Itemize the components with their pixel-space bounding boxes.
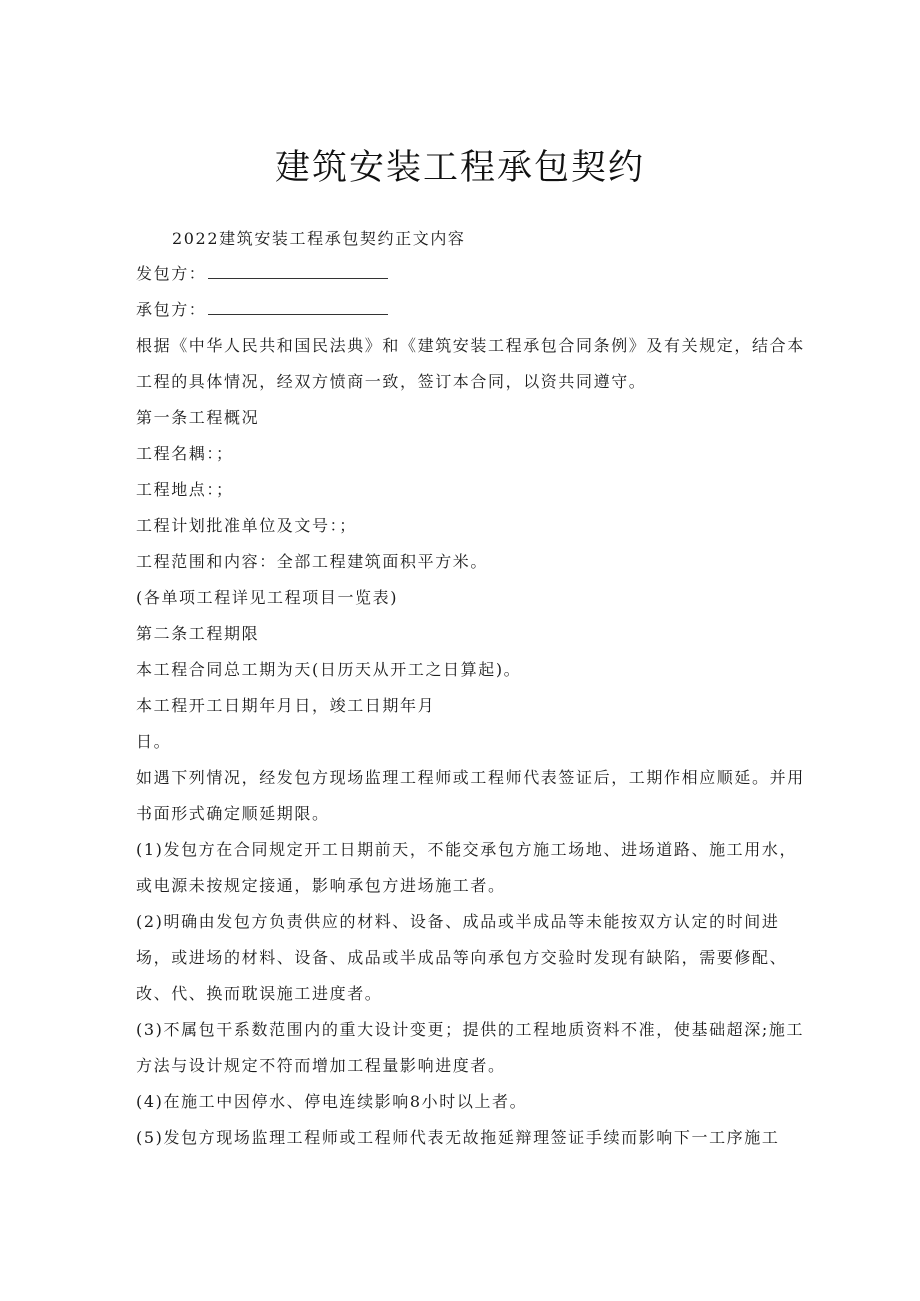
subtitle-line: 2022建筑安装工程承包契约正文内容	[172, 229, 466, 248]
party-a-label: 发包方：	[136, 264, 207, 283]
body-line: 根据《中华人民共和国民法典》和《建筑安装工程承包合同条例》及有关规定，结合本	[136, 336, 805, 355]
body-line: 工程计划批准单位及文号：；	[136, 516, 357, 535]
body-line: (5)发包方现场监理工程师或工程师代表无故拖延辩理签证手续而影响下一工序施工	[136, 1128, 780, 1147]
party-b-line	[136, 300, 796, 320]
body-line: 第一条工程概况	[136, 408, 260, 427]
body-line: (各单项工程详见工程项目一览表)	[136, 588, 399, 607]
body-line: 工程名耦：；	[136, 444, 234, 463]
body-line: (4)在施工中因停水、停电连续影响8小时以上者。	[136, 1092, 528, 1111]
body-line: 工程的具体情况，经双方愤商一致，签订本合同，以资共同遵守。	[136, 372, 647, 391]
party-b-blank	[208, 300, 388, 315]
body-line: 改、代、换而耽误施工进度者。	[136, 984, 383, 1003]
body-line: 如遇下列情况，经发包方现场监理工程师或工程师代表签证后，工期作相应顺延。并用	[136, 768, 805, 787]
body-line: (2)明确由发包方负责供应的材料、设备、成品或半成品等未能按双方认定的时间进	[136, 912, 780, 931]
body-line: (1)发包方在合同规定开工日期前天，不能交承包方施工场地、进场道路、施工用水，	[136, 840, 798, 859]
party-a-line	[136, 264, 796, 284]
body-line: 方法与设计规定不符而增加工程量影响进度者。	[136, 1056, 506, 1075]
body-line: 书面形式确定顺延期限。	[136, 804, 330, 823]
body-line: 本工程合同总工期为天(日历天从开工之日算起)。	[136, 660, 522, 679]
body-line: 工程地点：；	[136, 480, 234, 499]
body-line: (3)不属包干系数范围内的重大设计变更；提供的工程地质资料不准，使基础超深;施工	[136, 1020, 805, 1039]
body-line: 工程范围和内容：全部工程建筑面积平方米。	[136, 552, 489, 571]
body-line: 本工程开工日期年月日，竣工日期年月	[136, 696, 436, 715]
body-line: 日。	[136, 732, 172, 751]
party-a-blank	[208, 264, 388, 279]
document-title: 建筑安装工程承包契约	[274, 148, 645, 188]
body-line: 或电源未按规定接通，影响承包方进场施工者。	[136, 876, 506, 895]
document-body	[136, 229, 805, 1148]
body-line: 场，或进场的材料、设备、成品或半成品等向承包方交验时发现有缺陷，需要修配、	[136, 948, 788, 967]
body-line: 第二条工程期限	[136, 624, 260, 643]
party-b-label: 承包方：	[136, 300, 207, 319]
